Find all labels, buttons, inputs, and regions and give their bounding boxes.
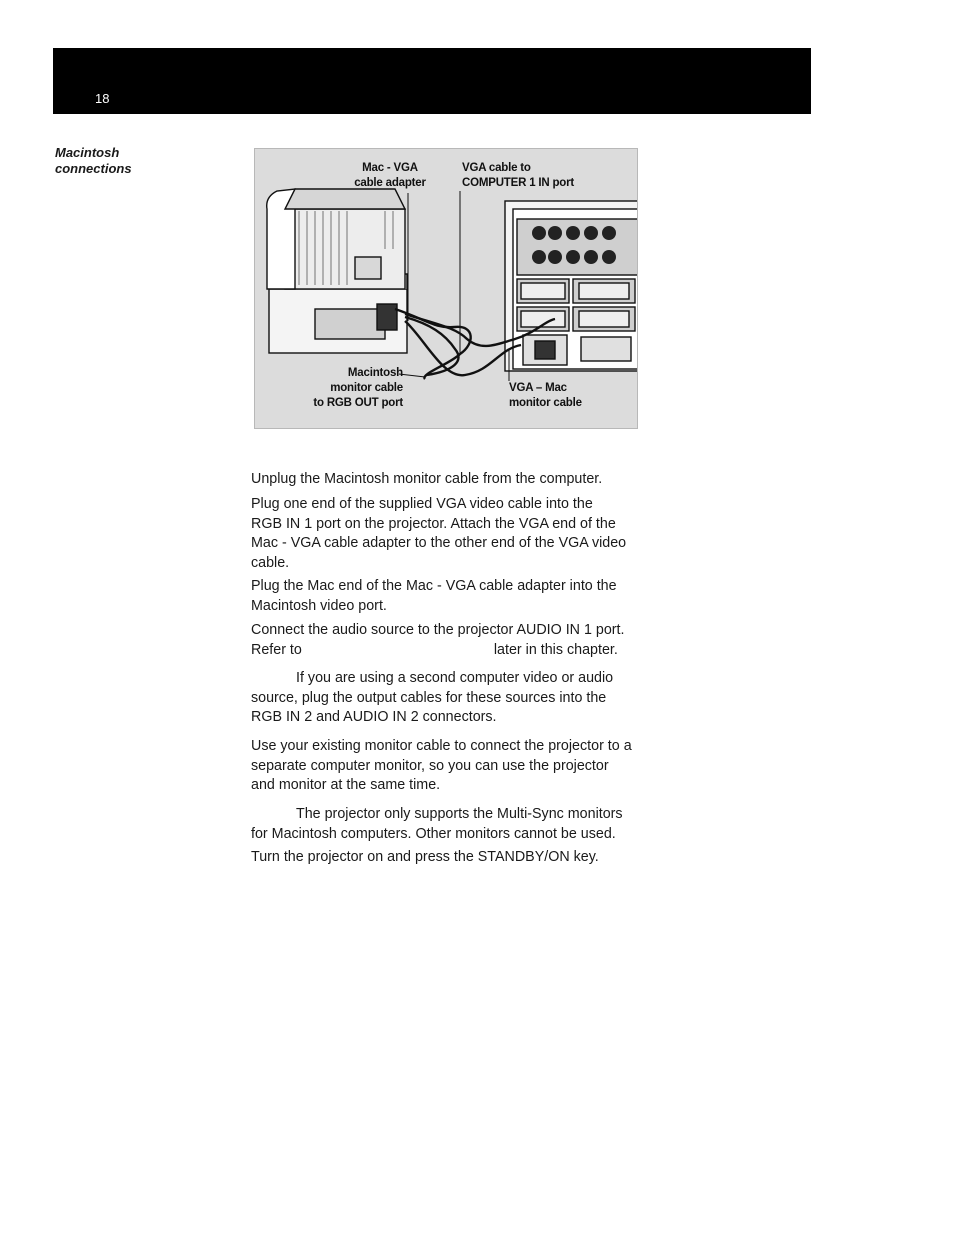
step-5-line-2: separate computer monitor, so you can use the projector <box>251 757 609 774</box>
vga-mac-cable-label-line-1: VGA – Mac <box>509 382 567 394</box>
adapter-label-line-1: Mac - VGA <box>362 162 418 174</box>
note-1-line-2: source, plug the output cables for these sources into the <box>251 689 607 706</box>
page-number: 18 <box>95 91 110 106</box>
adapter-label-line-2: cable adapter <box>354 177 426 189</box>
note-1-line-3: RGB IN 2 and AUDIO IN 2 connectors. <box>251 709 497 725</box>
step-4-line-2 <box>251 641 661 661</box>
step-2-line-1: Plug one end of the supplied VGA video cable into the <box>251 496 593 512</box>
note-2 <box>251 805 661 844</box>
section-heading-line-1: Macintosh <box>55 145 120 160</box>
section-heading <box>55 145 205 177</box>
macintosh-computer-illustration <box>267 189 407 353</box>
note-2-line-1: The projector only supports the Multi-Sync monitors <box>296 806 623 822</box>
mac-monitor-cable-label-line-2: monitor cable <box>330 382 403 394</box>
section-heading-line-2: connections <box>55 161 132 176</box>
step-2-line-3: Mac - VGA cable adapter to the other end of the VGA video <box>251 535 627 551</box>
step-4-later-text: later in this chapter. <box>493 641 618 658</box>
step-6 <box>251 848 661 868</box>
note-2-line-2: for Macintosh computers. Other monitors cannot be used. <box>251 825 616 842</box>
header-bar <box>53 48 811 114</box>
mac-monitor-cable-label-line-1: Macintosh <box>347 367 403 379</box>
note-1 <box>251 669 661 728</box>
step-4 <box>251 621 661 660</box>
vga-cable-label <box>462 161 637 191</box>
step-3-line-1: Plug the Mac end of the Mac - VGA cable adapter into the <box>251 578 617 594</box>
step-2 <box>251 495 661 573</box>
vga-cable-label-line-1: VGA cable to <box>462 162 531 174</box>
vga-cable-label-line-2: COMPUTER 1 IN port <box>462 177 575 189</box>
connection-diagram <box>254 148 638 429</box>
note-1-line-1: If you are using a second computer video or audio <box>296 670 614 686</box>
step-3-line-2: Macintosh video port. <box>251 597 387 614</box>
step-3 <box>251 577 661 616</box>
adapter-label <box>335 161 445 191</box>
step-5 <box>251 737 661 796</box>
step-2-line-2: RGB IN 1 port on the projector. Attach the VGA end of the <box>251 515 616 532</box>
step-4-line-1: Connect the audio source to the projector AUDIO IN 1 port. <box>251 622 625 638</box>
mac-monitor-cable-label <box>283 366 403 411</box>
step-1 <box>251 470 661 490</box>
vga-mac-cable-label <box>509 381 634 411</box>
step-2-line-4: cable. <box>251 554 290 571</box>
step-5-line-1: Use your existing monitor cable to connect the projector to a <box>251 738 632 754</box>
step-5-line-3: and monitor at the same time. <box>251 777 441 793</box>
step-6-text: Turn the projector on and press the STANDBY/ON key. <box>251 849 599 865</box>
step-4-refer-text: Refer to <box>251 641 302 658</box>
mac-monitor-cable-label-line-3: to RGB OUT port <box>313 397 403 409</box>
vga-mac-cable-label-line-2: monitor cable <box>509 397 582 409</box>
step-1-text: Unplug the Macintosh monitor cable from the computer. <box>251 471 603 487</box>
